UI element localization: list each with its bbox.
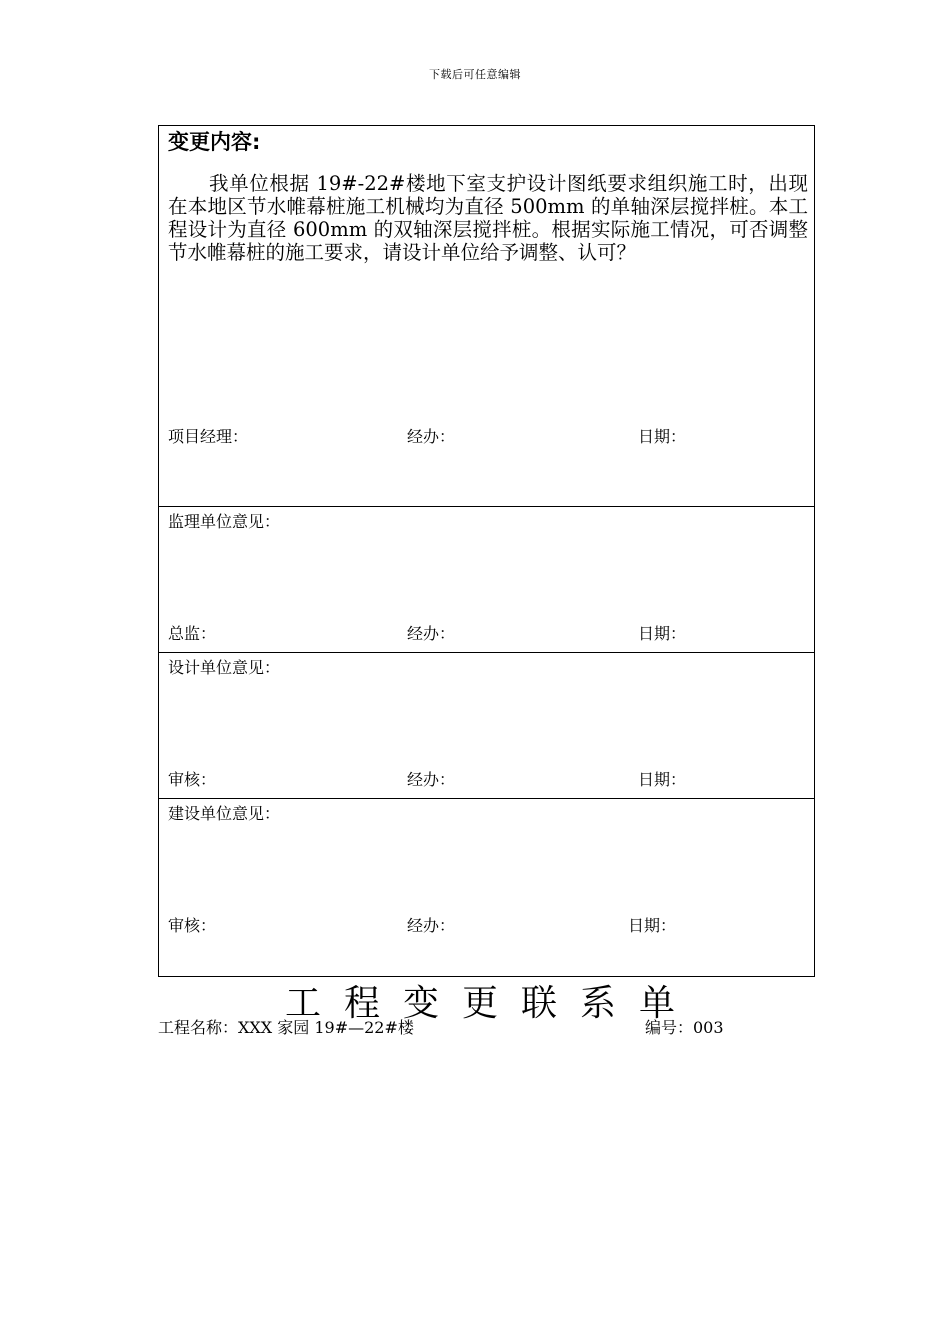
construction-opinion-section: [159, 798, 814, 977]
change-content-section: [159, 126, 814, 506]
supervision-opinion-section: [159, 506, 814, 653]
date-label: 日期：: [638, 770, 687, 789]
construction-opinion-label: 建设单位意见：: [168, 804, 281, 823]
date-label: 日期：: [628, 916, 677, 935]
design-opinion-section: [159, 652, 814, 799]
handler-label: 经办：: [407, 770, 456, 789]
change-content-body: 我单位根据 19#-22#楼地下室支护设计图纸要求组织施工时，出现在本地区节水帷幕桩施工机械均为直径 500mm 的单轴深层搅拌桩。本工程设计为直径 600mm 的双轴深层搅拌桩。根据实际施工情况，可否调整节水帷幕桩的施工要求，请设计单位给予调整、认可？: [168, 172, 808, 264]
serial-number: 编号：003: [645, 1018, 724, 1037]
change-form-table: [158, 125, 815, 977]
watermark-text: 下载后可任意编辑: [429, 68, 521, 81]
project-name: 工程名称：XXX 家园 19#—22#楼: [158, 1018, 414, 1037]
chief-supervisor-label: 总监：: [168, 624, 217, 643]
handler-label: 经办：: [407, 624, 456, 643]
document-title: 工程变更联系单: [285, 983, 699, 1024]
date-label: 日期：: [638, 624, 687, 643]
date-label: 日期：: [638, 427, 687, 446]
change-content-heading: 变更内容:: [168, 130, 261, 154]
reviewer-label: 审核：: [168, 916, 217, 935]
design-opinion-label: 设计单位意见：: [168, 658, 281, 677]
reviewer-label: 审核：: [168, 770, 217, 789]
project-manager-label: 项目经理：: [168, 427, 249, 446]
supervision-opinion-label: 监理单位意见：: [168, 512, 281, 531]
handler-label: 经办：: [407, 427, 456, 446]
handler-label: 经办：: [407, 916, 456, 935]
